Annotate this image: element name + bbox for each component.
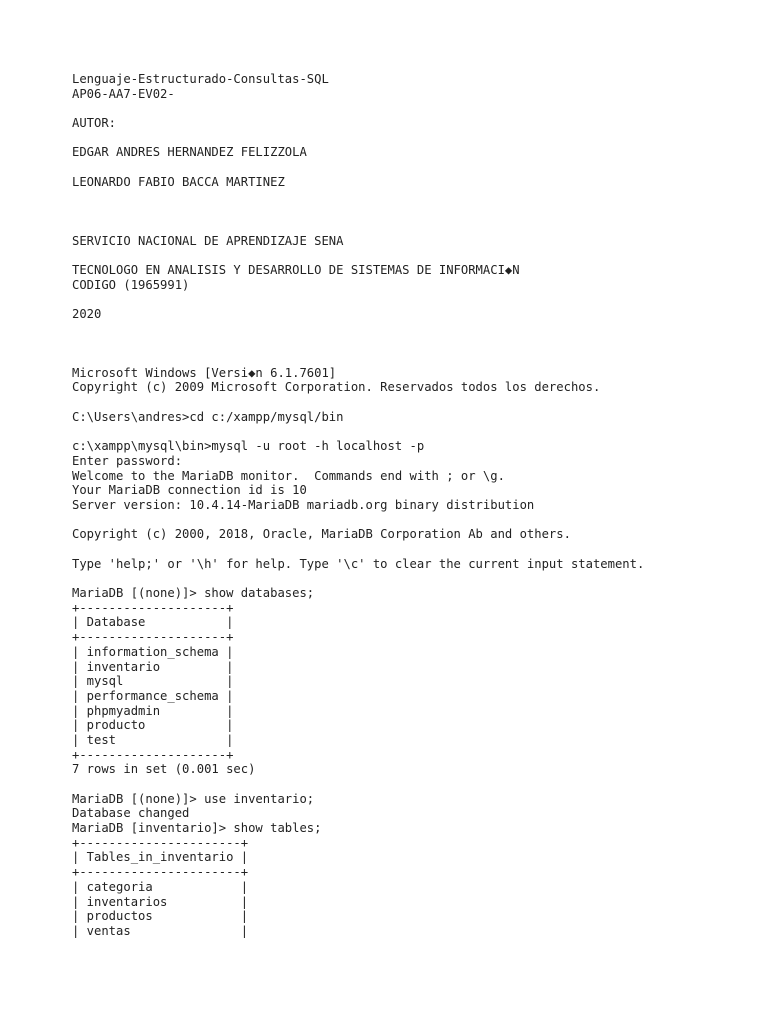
console-line: MariaDB [(none)]> use inventario;	[72, 791, 315, 806]
table-border: +----------------------+	[72, 865, 249, 880]
console-line: Microsoft Windows [Versi◆n 6.1.7601]	[72, 365, 337, 380]
year: 2020	[72, 307, 102, 321]
doc-code: AP06-AA7-EV02-	[72, 86, 175, 101]
table-row: | ventas |	[72, 923, 249, 938]
table-header: | Tables_in_inventario |	[72, 850, 249, 865]
console-line: Copyright (c) 2000, 2018, Oracle, MariaDB Corporation Ab and others.	[72, 527, 571, 542]
table-row: | information_schema |	[72, 644, 234, 659]
console-line: c:\xampp\mysql\bin>mysql -u root -h localhost -p	[72, 439, 425, 454]
table-row: | productos |	[72, 909, 249, 924]
author-name: LEONARDO FABIO BACCA MARTINEZ	[72, 174, 285, 189]
console-line: Database changed	[72, 806, 190, 821]
console-line: Your MariaDB connection id is 10	[72, 483, 307, 498]
institution: SERVICIO NACIONAL DE APRENDIZAJE SENA	[72, 233, 344, 248]
table-border: +--------------------+	[72, 600, 234, 615]
console-line: 7 rows in set (0.001 sec)	[72, 762, 256, 777]
console-line: Type 'help;' or '\h' for help. Type '\c' to clear the current input statement.	[72, 556, 645, 571]
console-line: MariaDB [(none)]> show databases;	[72, 586, 315, 601]
document-page	[72, 72, 732, 939]
console-line: MariaDB [inventario]> show tables;	[72, 821, 322, 836]
doc-title: Lenguaje-Estructurado-Consultas-SQL	[72, 72, 329, 86]
table-row: | mysql |	[72, 674, 234, 689]
author-heading: AUTOR:	[72, 116, 117, 131]
table-row: | phpmyadmin |	[72, 703, 234, 718]
table-row: | categoria |	[72, 879, 249, 894]
console-line: Welcome to the MariaDB monitor. Commands end with ; or \g.	[72, 468, 505, 483]
author-name: EDGAR ANDRES HERNANDEZ FELIZZOLA	[72, 145, 307, 160]
table-border: +--------------------+	[72, 630, 234, 645]
table-row: | inventarios |	[72, 894, 249, 909]
table-border: +--------------------+	[72, 747, 234, 762]
table-row: | inventario |	[72, 659, 234, 674]
console-line: Server version: 10.4.14-MariaDB mariadb.org binary distribution	[72, 497, 535, 512]
console-line: Copyright (c) 2009 Microsoft Corporation. Reservados todos los derechos.	[72, 380, 601, 395]
program-code: CODIGO (1965991)	[72, 277, 190, 292]
table-row: | producto |	[72, 718, 234, 733]
table-header: | Database |	[72, 615, 234, 630]
console-line: Enter password:	[72, 453, 183, 468]
console-line: C:\Users\andres>cd c:/xampp/mysql/bin	[72, 409, 344, 424]
table-row: | performance_schema |	[72, 688, 234, 703]
table-row: | test |	[72, 732, 234, 747]
program-name: TECNOLOGO EN ANALISIS Y DESARROLLO DE SISTEMAS DE INFORMACI◆N	[72, 262, 520, 277]
table-border: +----------------------+	[72, 835, 249, 850]
